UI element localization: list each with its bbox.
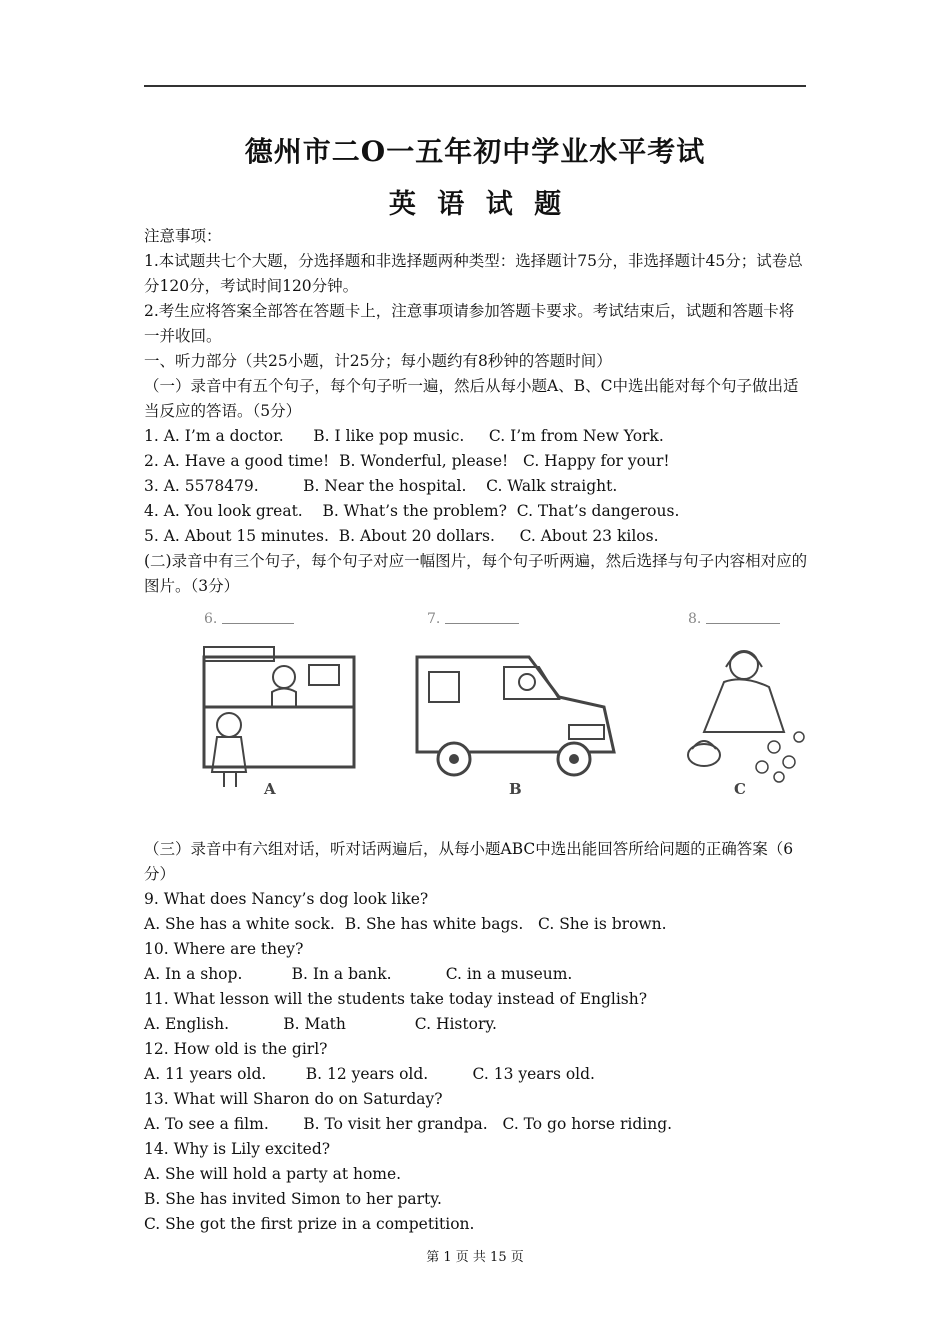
question-line: A. She will hold a party at home.	[144, 1165, 402, 1183]
answer-blank	[706, 623, 780, 624]
question-line: 2. A. Have a good time! B. Wonderful, please! C. Happy for your!	[144, 452, 670, 470]
question-line: 11. What lesson will the students take today instead of English?	[144, 990, 648, 1008]
notes-item-1: 1.本试题共七个大题，分选择题和非选择题两种类型：选择题计75分，非选择题计45分；试卷总分120分，考试时间120分钟。	[144, 252, 803, 295]
girl-picking-flowers-icon	[674, 637, 814, 797]
question-line: A. 11 years old. B. 12 years old. C. 13 years old.	[144, 1065, 595, 1083]
picture-caption: B	[509, 780, 522, 798]
picture-number: 7.	[427, 611, 441, 627]
question-line: 14. Why is Lily excited?	[144, 1140, 331, 1158]
exam-content	[144, 224, 808, 1237]
page-footer: 第 1 页 共 15 页	[426, 1250, 524, 1265]
subtitle-char: 语	[437, 189, 465, 220]
picture-caption: C	[734, 780, 746, 798]
notes-heading: 注意事项：	[144, 227, 222, 245]
section1-heading: （一）录音中有五个句子，每个句子听一遍，然后从每小题A、B、C中选出能对每个句子做出适当反应的答语。（5分）	[144, 377, 799, 420]
question-line: A. To see a film. B. To visit her grandpa. C. To go horse riding.	[144, 1115, 673, 1133]
subtitle-char: 试	[485, 189, 513, 220]
picture-b	[409, 607, 624, 807]
question-line: A. She has a white sock. B. She has white bags. C. She is brown.	[144, 915, 667, 933]
question-line: A. In a shop. B. In a bank. C. in a museum.	[144, 965, 573, 983]
question-line: 10. Where are they?	[144, 940, 304, 958]
picture-a	[184, 607, 384, 807]
part1-heading: 一、听力部分（共25小题，计25分；每小题约有8秒钟的答题时间）	[144, 352, 612, 370]
question-line: 1. A. I’m a doctor. B. I like pop music. C. I’m from New York.	[144, 427, 664, 445]
question-line: 3. A. 5578479. B. Near the hospital. C. Walk straight.	[144, 477, 618, 495]
picture-caption: A	[264, 780, 276, 798]
picture-c	[674, 607, 814, 807]
notes-item-2: 2.考生应将答案全部答在答题卡上，注意事项请参加答题卡要求。考试结束后，试题和答题卡将一并收回。	[144, 302, 795, 345]
delivery-truck-icon	[409, 637, 624, 797]
exam-title: 德州市二O一五年初中学业水平考试	[244, 135, 706, 168]
header-rule	[144, 85, 806, 87]
subtitle-char: 英	[388, 189, 416, 220]
section2-heading: (二)录音中有三个句子，每个句子对应一幅图片，每个句子听两遍，然后选择与句子内容相对应的图片。（3分）	[144, 552, 808, 595]
question-line: C. She got the first prize in a competition.	[144, 1215, 475, 1233]
picture-number: 6.	[204, 611, 218, 627]
picture-row	[144, 607, 808, 827]
question-line: A. English. B. Math C. History.	[144, 1015, 497, 1033]
question-line: 5. A. About 15 minutes. B. About 20 dollars. C. About 23 kilos.	[144, 527, 659, 545]
picture-number: 8.	[688, 611, 702, 627]
question-line: 4. A. You look great. B. What’s the problem? C. That’s dangerous.	[144, 502, 680, 520]
question-line: B. She has invited Simon to her party.	[144, 1190, 442, 1208]
exam-subtitle	[0, 182, 950, 221]
question-line: 13. What will Sharon do on Saturday?	[144, 1090, 443, 1108]
answer-blank	[222, 623, 294, 624]
question-line: 12. How old is the girl?	[144, 1040, 328, 1058]
booth-illustration-icon	[184, 637, 384, 797]
subtitle-char: 题	[534, 189, 562, 220]
answer-blank	[445, 623, 519, 624]
question-line: 9. What does Nancy’s dog look like?	[144, 890, 429, 908]
section3-heading: （三）录音中有六组对话，听对话两遍后，从每小题ABC中选出能回答所给问题的正确答案（6分）	[144, 840, 794, 883]
